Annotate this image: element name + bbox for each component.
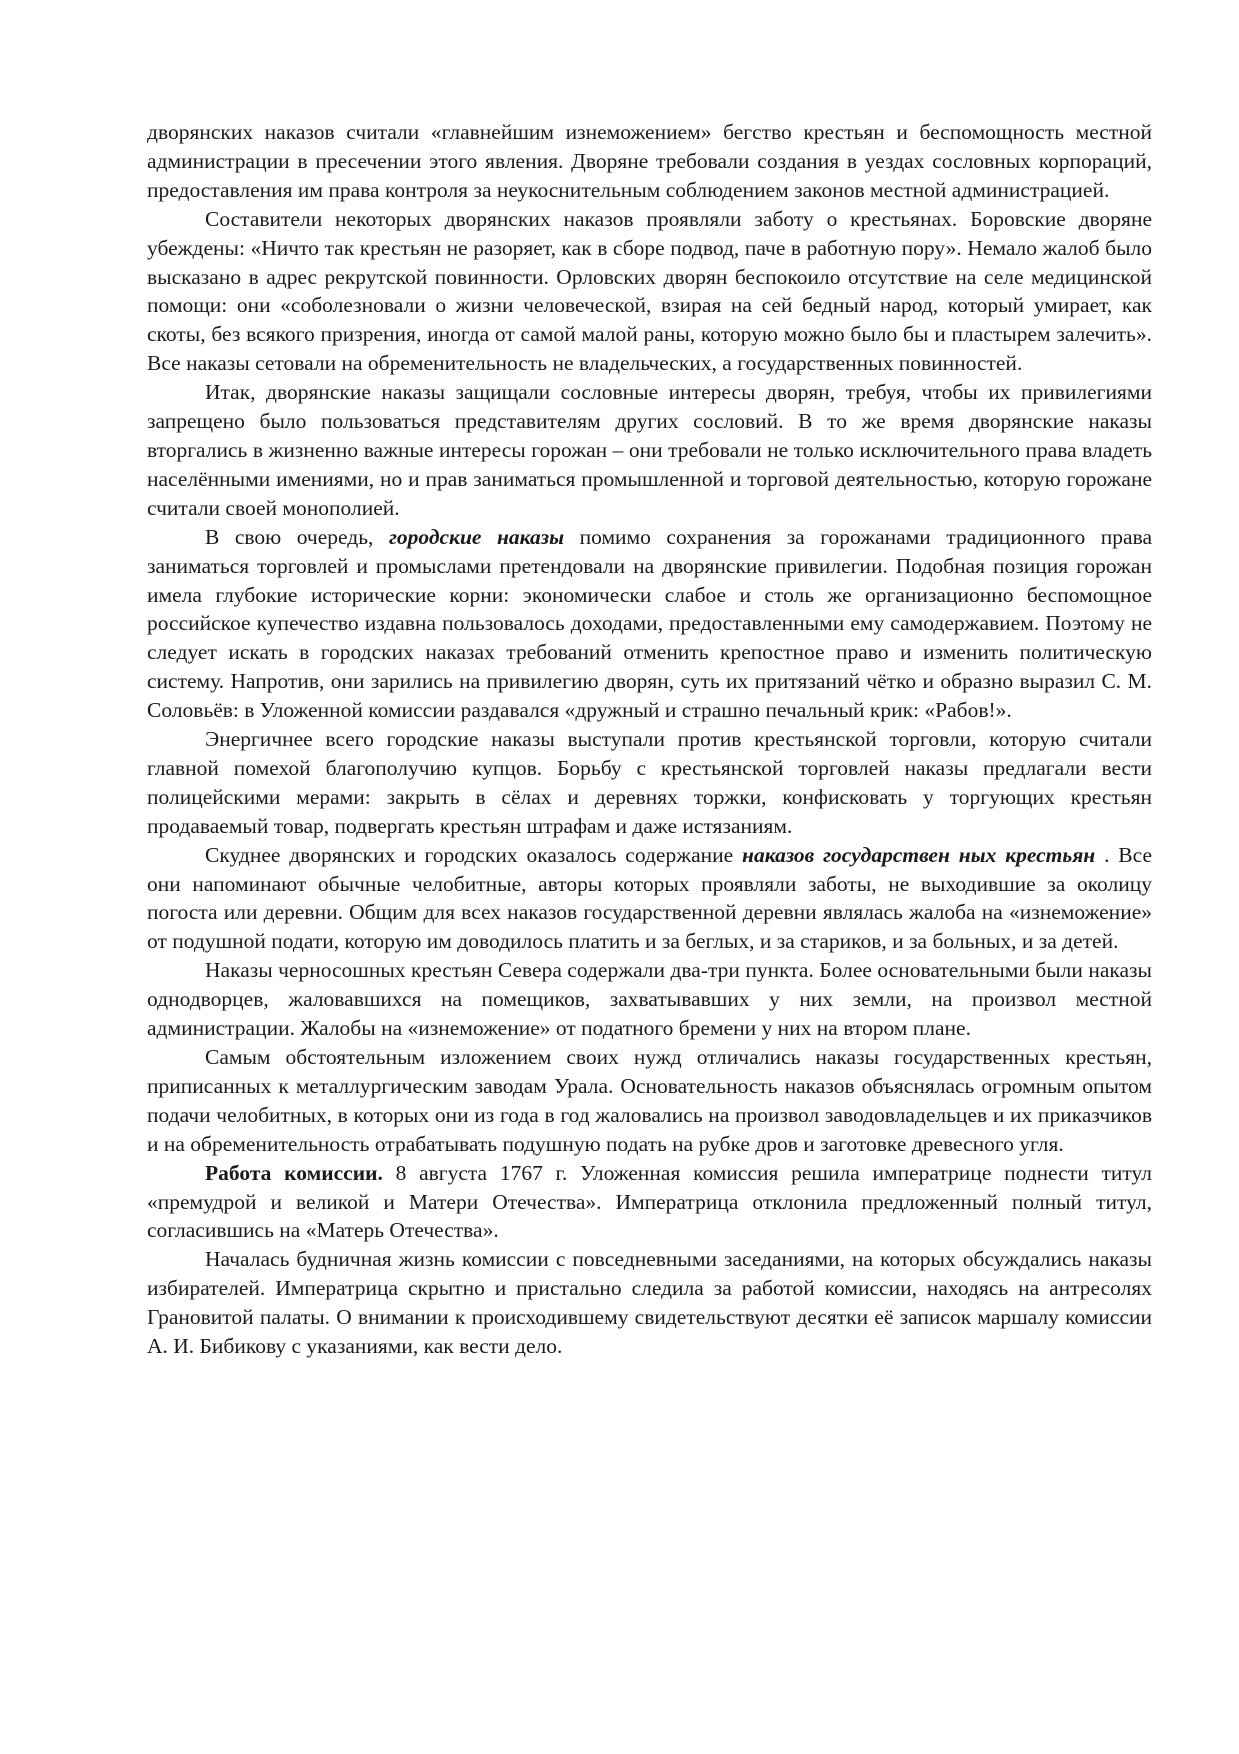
paragraph-text: Энергичнее всего городские наказы выступали против крестьянской торговли, которую считали главной помехой благополучию купцов. Борьбу с крестьянской торговлей наказы предлагали вести полицейскими мерами: закрыть в сёлах и деревнях торжки, конфисковать у торгующих крестьян продаваемый товар, подвергать крестьян штрафам и даже истязаниям. [147, 727, 1152, 838]
section-heading-commission-work: Работа комиссии. [205, 1160, 383, 1185]
paragraph-text: Итак, дворянские наказы защищали сословные интересы дворян, требуя, чтобы их привилегиями запрещено было пользоваться представителям других сословий. В то же время дворянские наказы вторгались в жизненно важные интересы горожан – они требовали не только исключительного права владеть населёнными имениями, но и прав заниматься промышленной и торговой деятельностью, которую горожане считали своей монополией. [147, 380, 1152, 520]
paragraph-text: Самым обстоятельным изложением своих нужд отличались наказы государственных крестьян, приписанных к металлургическим заводам Урала. Основательность наказов объяснялась огромным опытом подачи челобитных, в которых они из года в год жаловались на произвол заводовладельцев и их приказчиков и на обременительность отрабатывать подушную подать на рубке дров и заготовке древесного угля. [147, 1045, 1152, 1156]
term-state-peasants-nakazy: наказов государствен ных крестьян [742, 842, 1096, 867]
paragraph-text: Скуднее дворянских и городских оказалось содержание [205, 842, 743, 867]
paragraph-text: 8 августа 1767 г. Уложенная комиссия решила императрице поднести титул «премудрой и великой и Матери Отечества». Императрица отклонила предложенный полный титул, согласившись на «Матерь Отечества». [147, 1160, 1152, 1243]
paragraph-text: Началась будничная жизнь комиссии с повседневными заседаниями, на которых обсуждались наказы избирателей. Императрица скрытно и пристально следила за работой комиссии, находясь на антресолях Грановитой палаты. О внимании к происходившему свидетельствуют десятки её записок маршалу комиссии А. И. Бибикову с указаниями, как вести дело. [147, 1247, 1152, 1359]
paragraph-10 [147, 1245, 1152, 1361]
paragraph-3 [147, 378, 1152, 523]
term-city-nakazy: городские наказы [388, 524, 565, 549]
paragraph-2 [147, 205, 1152, 378]
paragraph-text: В свою очередь, [205, 524, 389, 549]
paragraph-5 [147, 725, 1152, 841]
paragraph-text: дворянских наказов считали «главнейшим изнеможением» бегство крестьян и беспомощность местной администрации в пресечении этого явления. Дворяне требовали создания в уездах сословных корпораций, предоставления им права контроля за неукоснительным соблюдением законов местной администрацией. [147, 120, 1152, 202]
paragraph-8 [147, 1043, 1152, 1159]
paragraph-text: помимо сохранения за горожанами традиционного права заниматься торговлей и промыслами претендовали на дворянские привилегии. Подобная позиция горожан имела глубокие исторические корни: экономически слабое и столь же организационно беспомощное российское купечество издавна пользовалось доходами, предоставленными ему самодержавием. Поэтому не следует искать в городских наказах требований отменить крепостное право и изменить политическую систему. Напротив, они зарились на привилегию дворян, суть их притязаний чётко и образно выразил С. М. Соловьёв: в Уложенной комиссии раздавался «дружный и страшно печальный крик: «Рабов!». [147, 524, 1152, 723]
paragraph-text: . Все они напоминают обычные челобитные, авторы которых проявляли заботы, не выходившие за околицу погоста или деревни. Общим для всех наказов государственной деревни являлась жалоба на «изнеможение» от подушной подати, которую им доводилось платить и за беглых, и за стариков, и за больных, и за детей. [147, 842, 1152, 954]
document-body [147, 118, 1152, 1361]
paragraph-text: Составители некоторых дворянских наказов проявляли заботу о крестьянах. Боровские дворяне убеждены: «Ничто так крестьян не разоряет, как в сборе подвод, паче в работную пору». Немало жалоб было высказано в адрес рекрутской повинности. Орловских дворян беспокоило отсутствие на селе медицинской помощи: они «соболезновали о жизни человеческой, взирая на сей бедный народ, который умирает, как скоты, без всякого призрения, иногда от самой малой раны, которую можно было бы и пластырем залечить». Все наказы сетовали на обременительность не владельческих, а государственных повинностей. [147, 206, 1152, 376]
paragraph-6 [147, 841, 1152, 957]
paragraph-text: Наказы черносошных крестьян Севера содержали два-три пункта. Более основательными были наказы однодворцев, жаловавшихся на помещиков, захватывавших у них земли, на произвол местной администрации. Жалобы на «изнеможение» от податного бремени у них на втором плане. [147, 958, 1152, 1041]
paragraph-7 [147, 956, 1152, 1043]
paragraph-9 [147, 1159, 1152, 1246]
paragraph-4 [147, 523, 1152, 725]
paragraph-1 [147, 118, 1152, 205]
